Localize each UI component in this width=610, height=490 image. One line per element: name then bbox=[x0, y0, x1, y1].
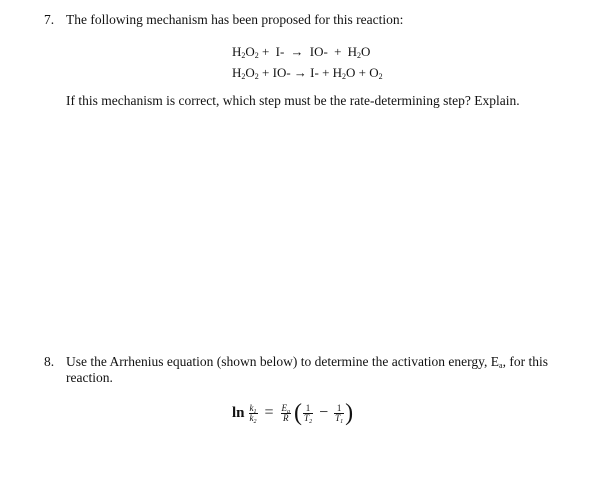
one-over-t2-fraction: $\frac{1}{T_2}$ bbox=[304, 402, 313, 425]
question-8-line-1: Use the Arrhenius equation (shown below) to determine the activation energy, $E_a$, for this bbox=[66, 354, 548, 370]
ln-symbol: ln bbox=[232, 404, 245, 421]
one-over-t1-fraction: $\frac{1}{T_1}$ bbox=[335, 402, 344, 425]
left-paren: ( bbox=[294, 400, 303, 426]
ea-over-r-fraction: $\frac{E_a}{R}$ bbox=[281, 402, 291, 423]
mechanism-step-1: $H_2O_2 + I- \to IO- + H_2O$ bbox=[232, 44, 371, 60]
question-7-number: 7. bbox=[44, 12, 55, 27]
question-8-number: 8. bbox=[44, 354, 55, 369]
right-paren: ) bbox=[345, 400, 354, 426]
mechanism-step-2: $H_2O_2 + IO- \to I- + H_2O + O_2$ bbox=[232, 65, 383, 81]
question-7-text: If this mechanism is correct, which step must be the rate-determining step? Explain. bbox=[66, 93, 520, 108]
equals-sign: = bbox=[264, 404, 274, 421]
arrhenius-equation bbox=[232, 396, 353, 430]
minus-sign: − bbox=[319, 404, 329, 421]
question-8-line-2: reaction. bbox=[66, 370, 113, 385]
k-ratio-fraction: $\frac{k_1}{k_2}$ bbox=[249, 402, 257, 425]
question-7-prompt: The following mechanism has been proposed for this reaction: bbox=[66, 12, 404, 27]
